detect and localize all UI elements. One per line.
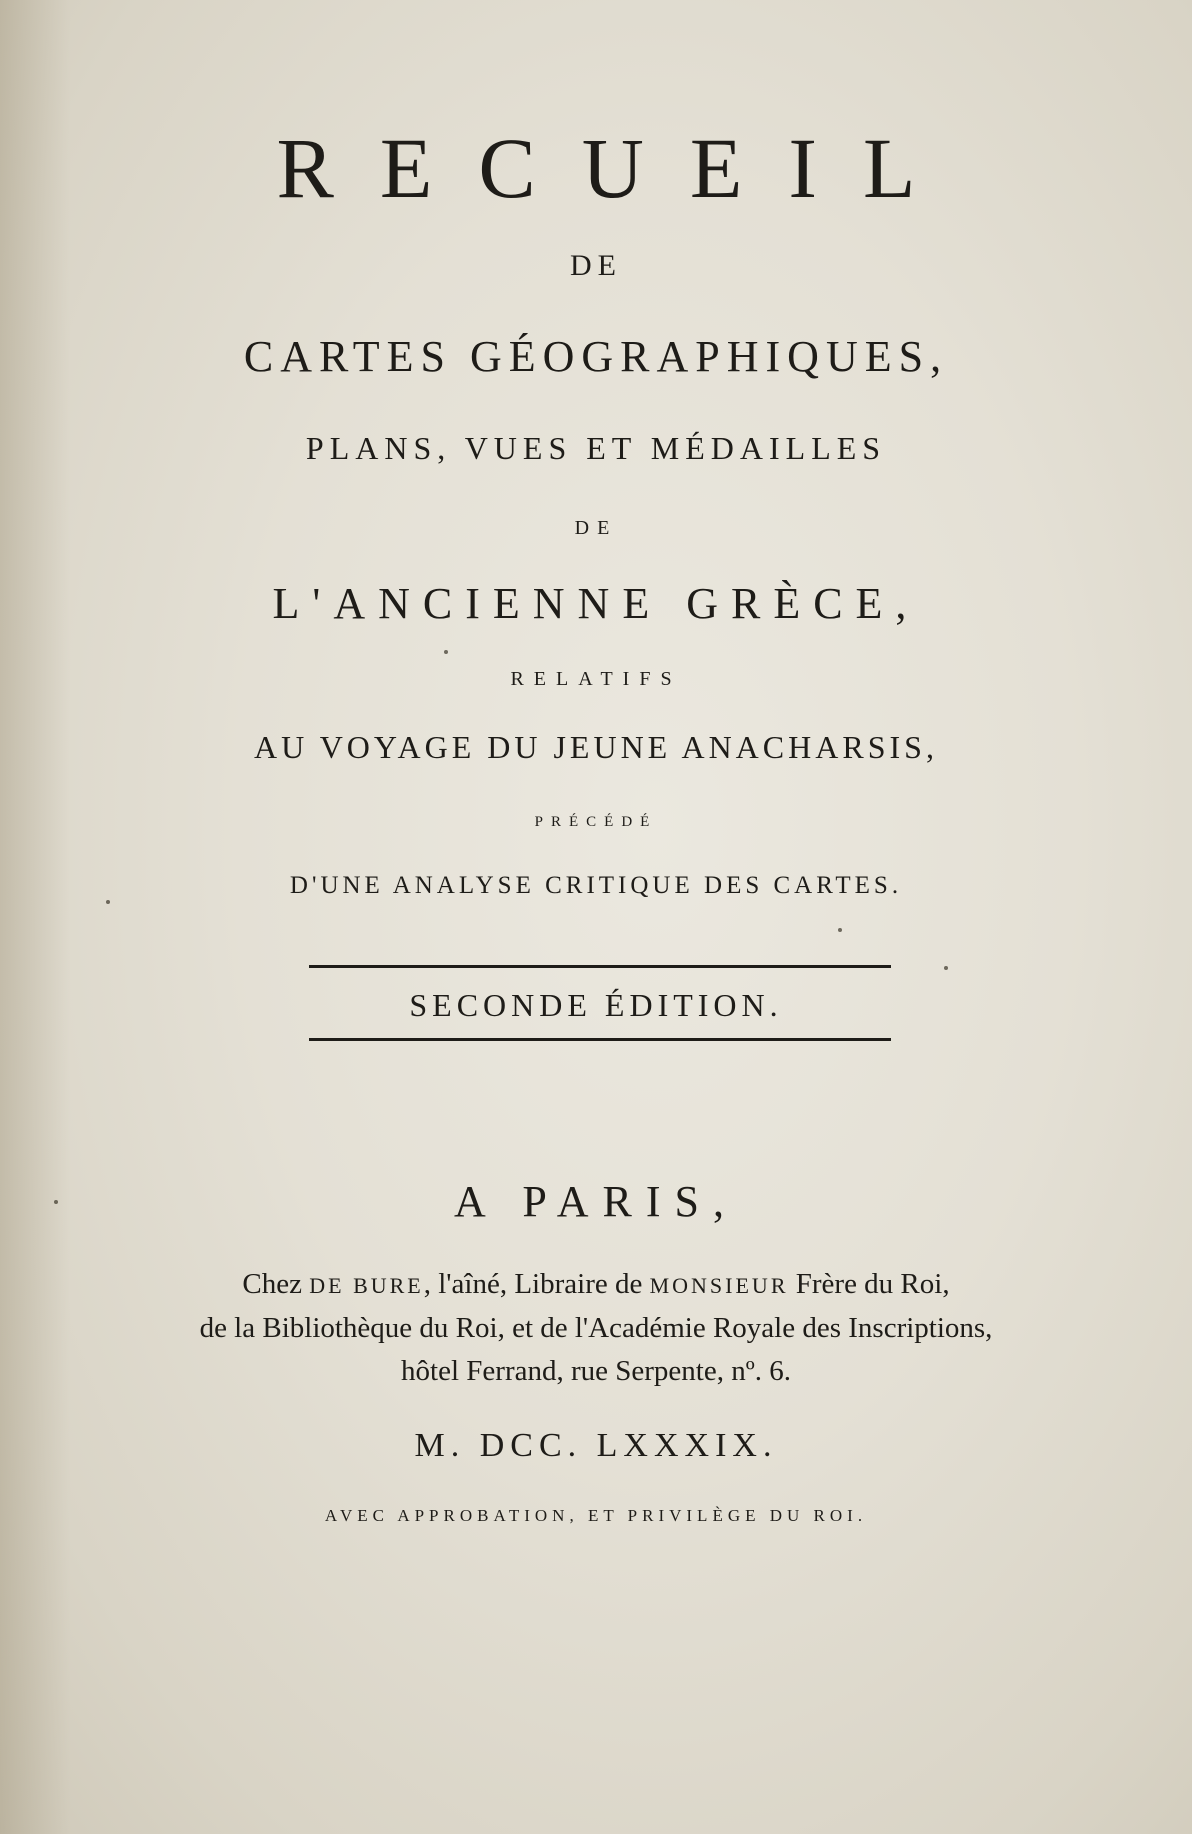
connector-relatifs: RELATIFS: [510, 668, 682, 690]
imprint-line-1: Chez DE BURE, l'aîné, Libraire de MONSIEUR Frère du Roi,: [242, 1268, 950, 1300]
paper-speck: [106, 900, 110, 904]
book-title: RECUEIL: [276, 120, 962, 216]
connector-de-1: DE: [570, 249, 622, 282]
edition-statement: SECONDE ÉDITION.: [409, 987, 783, 1023]
publication-date: M. DCC. LXXXIX.: [414, 1427, 778, 1464]
paper-speck: [944, 966, 948, 970]
monsieur: MONSIEUR: [649, 1273, 789, 1298]
paper-speck: [838, 928, 842, 932]
connector-de-2: DE: [574, 517, 618, 539]
rule-bottom: [309, 1038, 891, 1041]
subtitle-voyage: AU VOYAGE DU JEUNE ANACHARSIS,: [254, 729, 938, 765]
publisher-name: DE BURE: [309, 1273, 424, 1298]
paper-speck: [54, 1200, 58, 1204]
rule-top: [309, 965, 891, 968]
subtitle-analyse: D'UNE ANALYSE CRITIQUE DES CARTES.: [289, 872, 903, 899]
paper-speck: [444, 650, 448, 654]
imprint-city: A PARIS,: [453, 1177, 739, 1226]
subtitle-cartes: CARTES GÉOGRAPHIQUES,: [243, 332, 949, 381]
privilege-statement: AVEC APPROBATION, ET PRIVILÈGE DU ROI.: [324, 1506, 868, 1525]
subtitle-ancienne-grece: L'ANCIENNE GRÈCE,: [272, 579, 920, 628]
imprint-line-2: de la Bibliothèque du Roi, et de l'Académie Royale des Inscriptions,: [199, 1312, 993, 1344]
connector-precede: PRÉCÉDÉ: [534, 814, 658, 830]
imprint-line-3: hôtel Ferrand, rue Serpente, nº. 6.: [401, 1355, 791, 1387]
imprint-block: [0, 1263, 1192, 1393]
subtitle-plans: PLANS, VUES ET MÉDAILLES: [305, 430, 887, 466]
